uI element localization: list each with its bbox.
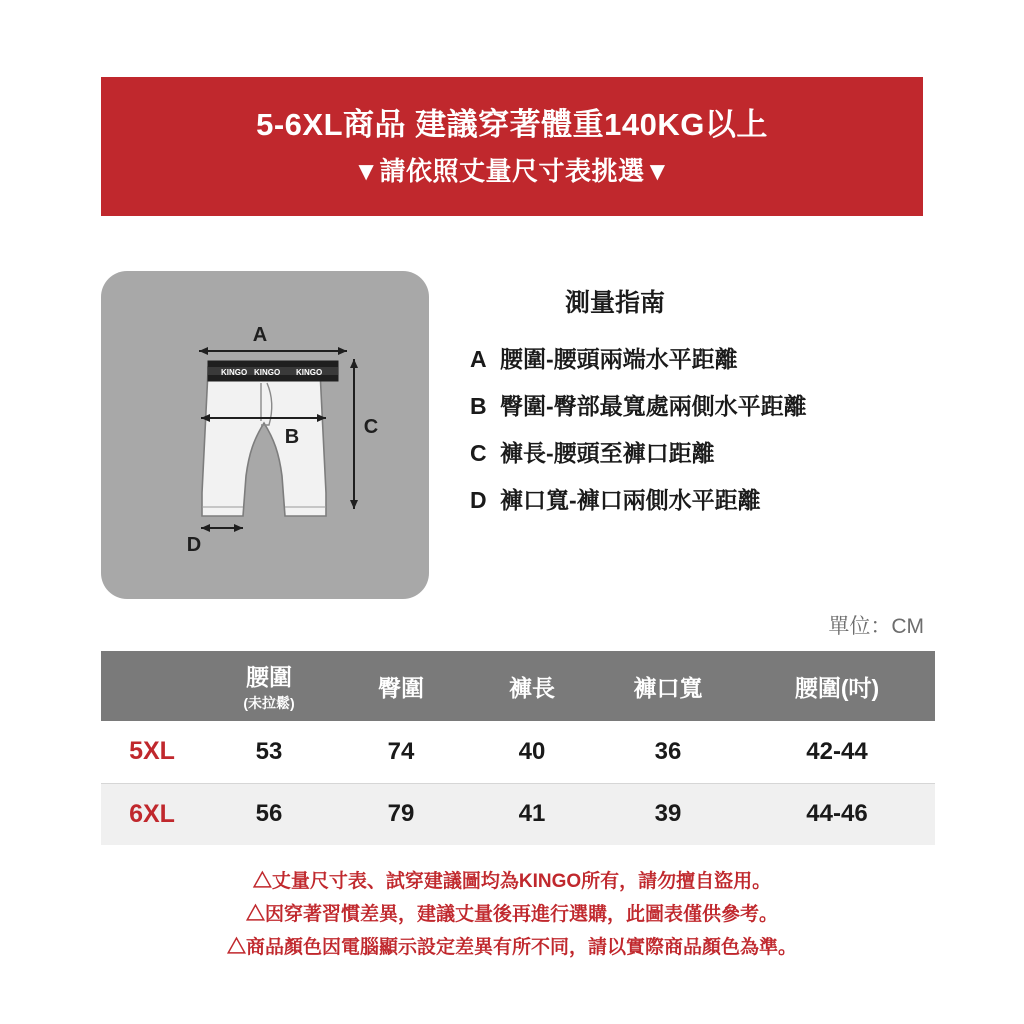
size-table [101,651,935,845]
header-banner [101,77,923,216]
guide-text-a: 腰圍-腰頭兩端水平距離 [500,346,738,372]
table-row [101,721,935,783]
footnote-1: △丈量尺寸表、試穿建議圖均為KINGO所有，請勿擅自盜用。 [252,871,772,892]
guide-text-c: 褲長-腰頭至褲口距離 [500,440,715,466]
label-a: A [252,324,268,346]
guide-text-d: 褲口寬-褲口兩側水平距離 [500,487,761,513]
cell-6xl-waist-inch: 44-46 [739,783,935,845]
footnote-3: △商品顏色因電腦顯示設定差異有所不同，請以實際商品顏色為準。 [226,937,797,958]
boxer-brief-diagram [101,271,429,599]
label-c: C [363,416,379,438]
measurement-guide [470,283,930,529]
guide-key-a: A [470,346,487,372]
header-cell-hip: 臀圍 [335,651,467,721]
table-row [101,783,935,845]
cell-5xl-waist: 53 [203,721,335,783]
table-header-row [101,651,935,721]
cell-5xl-leg-opening: 36 [597,721,739,783]
row-size-5xl: 5XL [101,721,203,783]
row-size-6xl: 6XL [101,783,203,845]
label-b: B [284,426,300,448]
cell-5xl-hip: 74 [335,721,467,783]
guide-text-b: 臀圍-臀部最寬處兩側水平距離 [500,393,807,419]
measurement-guide-title: 測量指南 [564,289,665,317]
size-table-head [101,651,935,721]
size-table-body [101,721,935,845]
cell-6xl-waist: 56 [203,783,335,845]
cell-5xl-waist-inch: 42-44 [739,721,935,783]
header-cell-length: 褲長 [467,651,597,721]
shorts-shape [202,361,338,516]
header-cell-blank [101,651,203,721]
guide-key-d: D [470,487,487,513]
brand-label-right: KINGO [296,368,323,377]
guide-key-b: B [470,393,487,419]
header-cell-waist-inch: 腰圍(吋) [739,651,935,721]
guide-item-b [470,388,930,421]
size-table-wrapper [101,651,923,845]
label-d: D [186,534,202,556]
header-cell-leg-opening: 褲口寬 [597,651,739,721]
product-illustration-panel [101,271,429,599]
header-waist-sub: (未拉鬆) [243,695,295,711]
header-cell-waist [203,651,335,721]
cell-6xl-hip: 79 [335,783,467,845]
guide-item-c [470,435,930,468]
footnote-2: △因穿著習慣差異，建議丈量後再進行選購，此圖表僅供參考。 [245,904,778,925]
banner-subheadline: ▼請依照丈量尺寸表挑選▼ [353,156,671,186]
brand-label-center: KINGO [254,368,281,377]
guide-item-d [470,482,930,515]
cell-5xl-length: 40 [467,721,597,783]
footnotes [0,872,1024,971]
header-waist-main: 腰圍 [246,664,292,690]
cell-6xl-leg-opening: 39 [597,783,739,845]
unit-note: 單位：CM [828,615,924,638]
brand-label-left: KINGO [221,368,248,377]
banner-headline: 5-6XL商品 建議穿著體重140KG以上 [256,106,768,142]
guide-item-a [470,341,930,374]
cell-6xl-length: 41 [467,783,597,845]
guide-key-c: C [470,440,487,466]
